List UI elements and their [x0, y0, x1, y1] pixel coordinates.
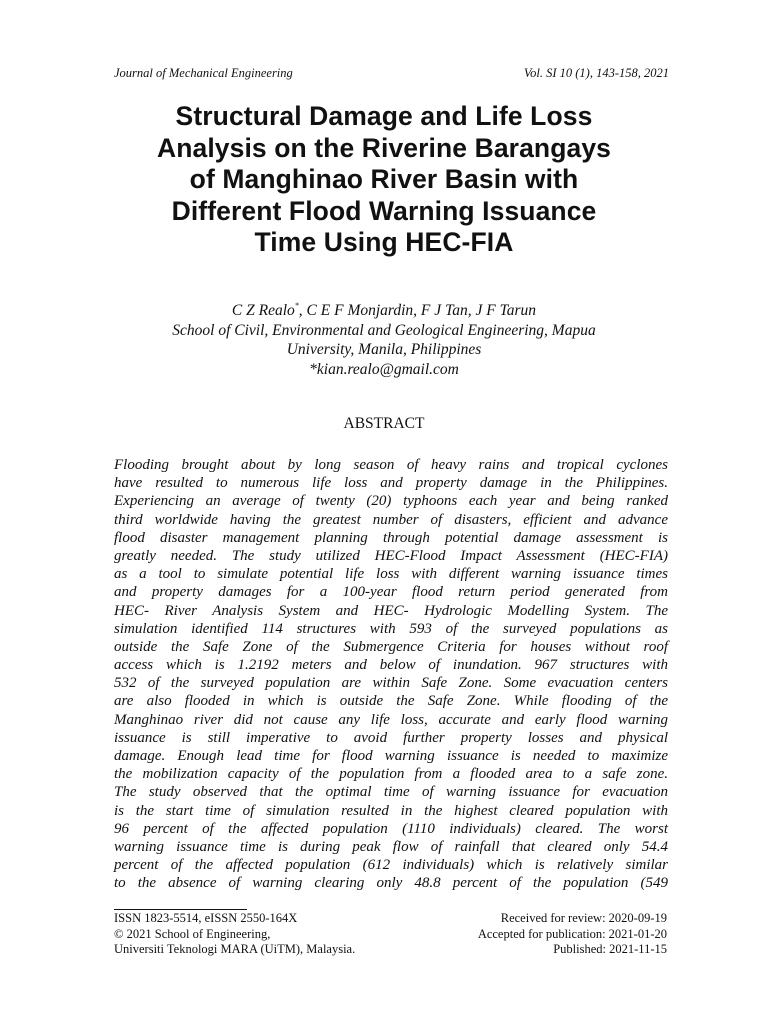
- abstract-line: have resulted to numerous life loss and property damage in the Philippines.: [114, 475, 668, 492]
- abstract-line: as a tool to simulate potential life loss with different warning issuance times: [114, 566, 668, 583]
- author-list: [84, 301, 684, 321]
- journal-name: Journal of Mechanical Engineering: [114, 66, 293, 80]
- abstract-body: [114, 456, 668, 893]
- footnote-rule: [114, 909, 247, 910]
- abstract-line: flood disaster management planning through potential damage assessment is: [114, 529, 668, 546]
- title-line: Time Using HEC-FIA: [254, 227, 514, 257]
- copyright-line: © 2021 School of Engineering,: [114, 926, 271, 941]
- abstract-line: the mobilization capacity of the population from a flooded area to a safe zone.: [114, 766, 668, 783]
- abstract-line: are also flooded in which is outside the Safe Zone. While flooding of the: [114, 693, 668, 710]
- abstract-line: HEC- River Analysis System and HEC- Hydrologic Modelling System. The: [114, 602, 668, 619]
- received-date: Received for review: 2020-09-19: [500, 911, 667, 925]
- abstract-line: is the start time of simulation resulted in the highest cleared population with: [114, 802, 668, 819]
- abstract-line: access which is 1.2192 meters and below of inundation. 967 structures with: [114, 657, 668, 674]
- abstract-line: simulation identified 114 structures with 593 of the surveyed populations as: [114, 620, 668, 637]
- abstract-line: greatly needed. The study utilized HEC-Flood Impact Assessment (HEC-FIA): [114, 547, 668, 564]
- abstract-line: The study observed that the optimal time of warning issuance for evacuation: [114, 784, 668, 801]
- footer-dates: [478, 911, 667, 958]
- abstract-line: percent of the affected population (612 individuals) which is relatively similar: [114, 857, 668, 874]
- abstract-line: issuance is still imperative to avoid further property losses and physical: [114, 729, 668, 746]
- email-address: *kian.realo@gmail.com: [309, 360, 459, 378]
- abstract-line: Flooding brought about by long season of heavy rains and tropical cyclones: [114, 457, 668, 473]
- author-block: [84, 301, 684, 379]
- title-line: Different Flood Warning Issuance: [171, 195, 597, 226]
- volume-info: Vol. SI 10 (1), 143-158, 2021: [523, 66, 669, 80]
- corresponding-mark: *: [294, 301, 299, 310]
- issn-line: ISSN 1823-5514, eISSN 2550-164X: [114, 911, 298, 925]
- running-header: [114, 66, 669, 82]
- abstract-line: warning issuance time is during peak flow of rainfall that cleared only 54.4: [114, 838, 668, 855]
- accepted-date: Accepted for publication: 2021-01-20: [477, 926, 667, 941]
- first-author: C Z Realo: [231, 302, 295, 319]
- affiliation-line: University, Manila, Philippines: [286, 341, 482, 358]
- abstract-line: Manghinao river did not cause any life loss, accurate and early flood warning: [114, 711, 668, 728]
- abstract-line: third worldwide having the greatest number of disasters, efficient and advance: [114, 511, 668, 528]
- affiliation-line: School of Civil, Environmental and Geological Engineering, Mapua: [172, 321, 596, 339]
- other-authors: , C E F Monjardin, F J Tan, J F Tarun: [298, 302, 537, 319]
- title-line: Analysis on the Riverine Barangays: [156, 132, 612, 163]
- abstract-line: Experiencing an average of twenty (20) typhoons each year and being ranked: [114, 493, 668, 510]
- abstract-line: outside the Safe Zone of the Submergence Criteria for houses without roof: [114, 638, 668, 655]
- abstract-heading: ABSTRACT: [343, 415, 425, 432]
- abstract-line: 96 percent of the affected population (1110 individuals) cleared. The worst: [114, 820, 668, 837]
- title-line: of Manghinao River Basin with: [189, 164, 579, 194]
- footer-publication-info: [114, 911, 355, 958]
- title-line: Structural Damage and Life Loss: [175, 101, 593, 131]
- abstract-line: 532 of the surveyed population are within Safe Zone. Some evacuation centers: [114, 675, 668, 692]
- abstract-line: damage. Enough lead time for flood warning issuance is needed to maximize: [114, 748, 668, 764]
- abstract-line: and property damages for a 100-year flood return period generated from: [114, 584, 668, 601]
- published-date: Published: 2021-11-15: [553, 942, 667, 956]
- abstract-line: to the absence of warning clearing only 48.8 percent of the population (549: [114, 875, 668, 892]
- paper-title: [84, 101, 684, 259]
- university-line: Universiti Teknologi MARA (UiTM), Malaysia.: [114, 942, 356, 956]
